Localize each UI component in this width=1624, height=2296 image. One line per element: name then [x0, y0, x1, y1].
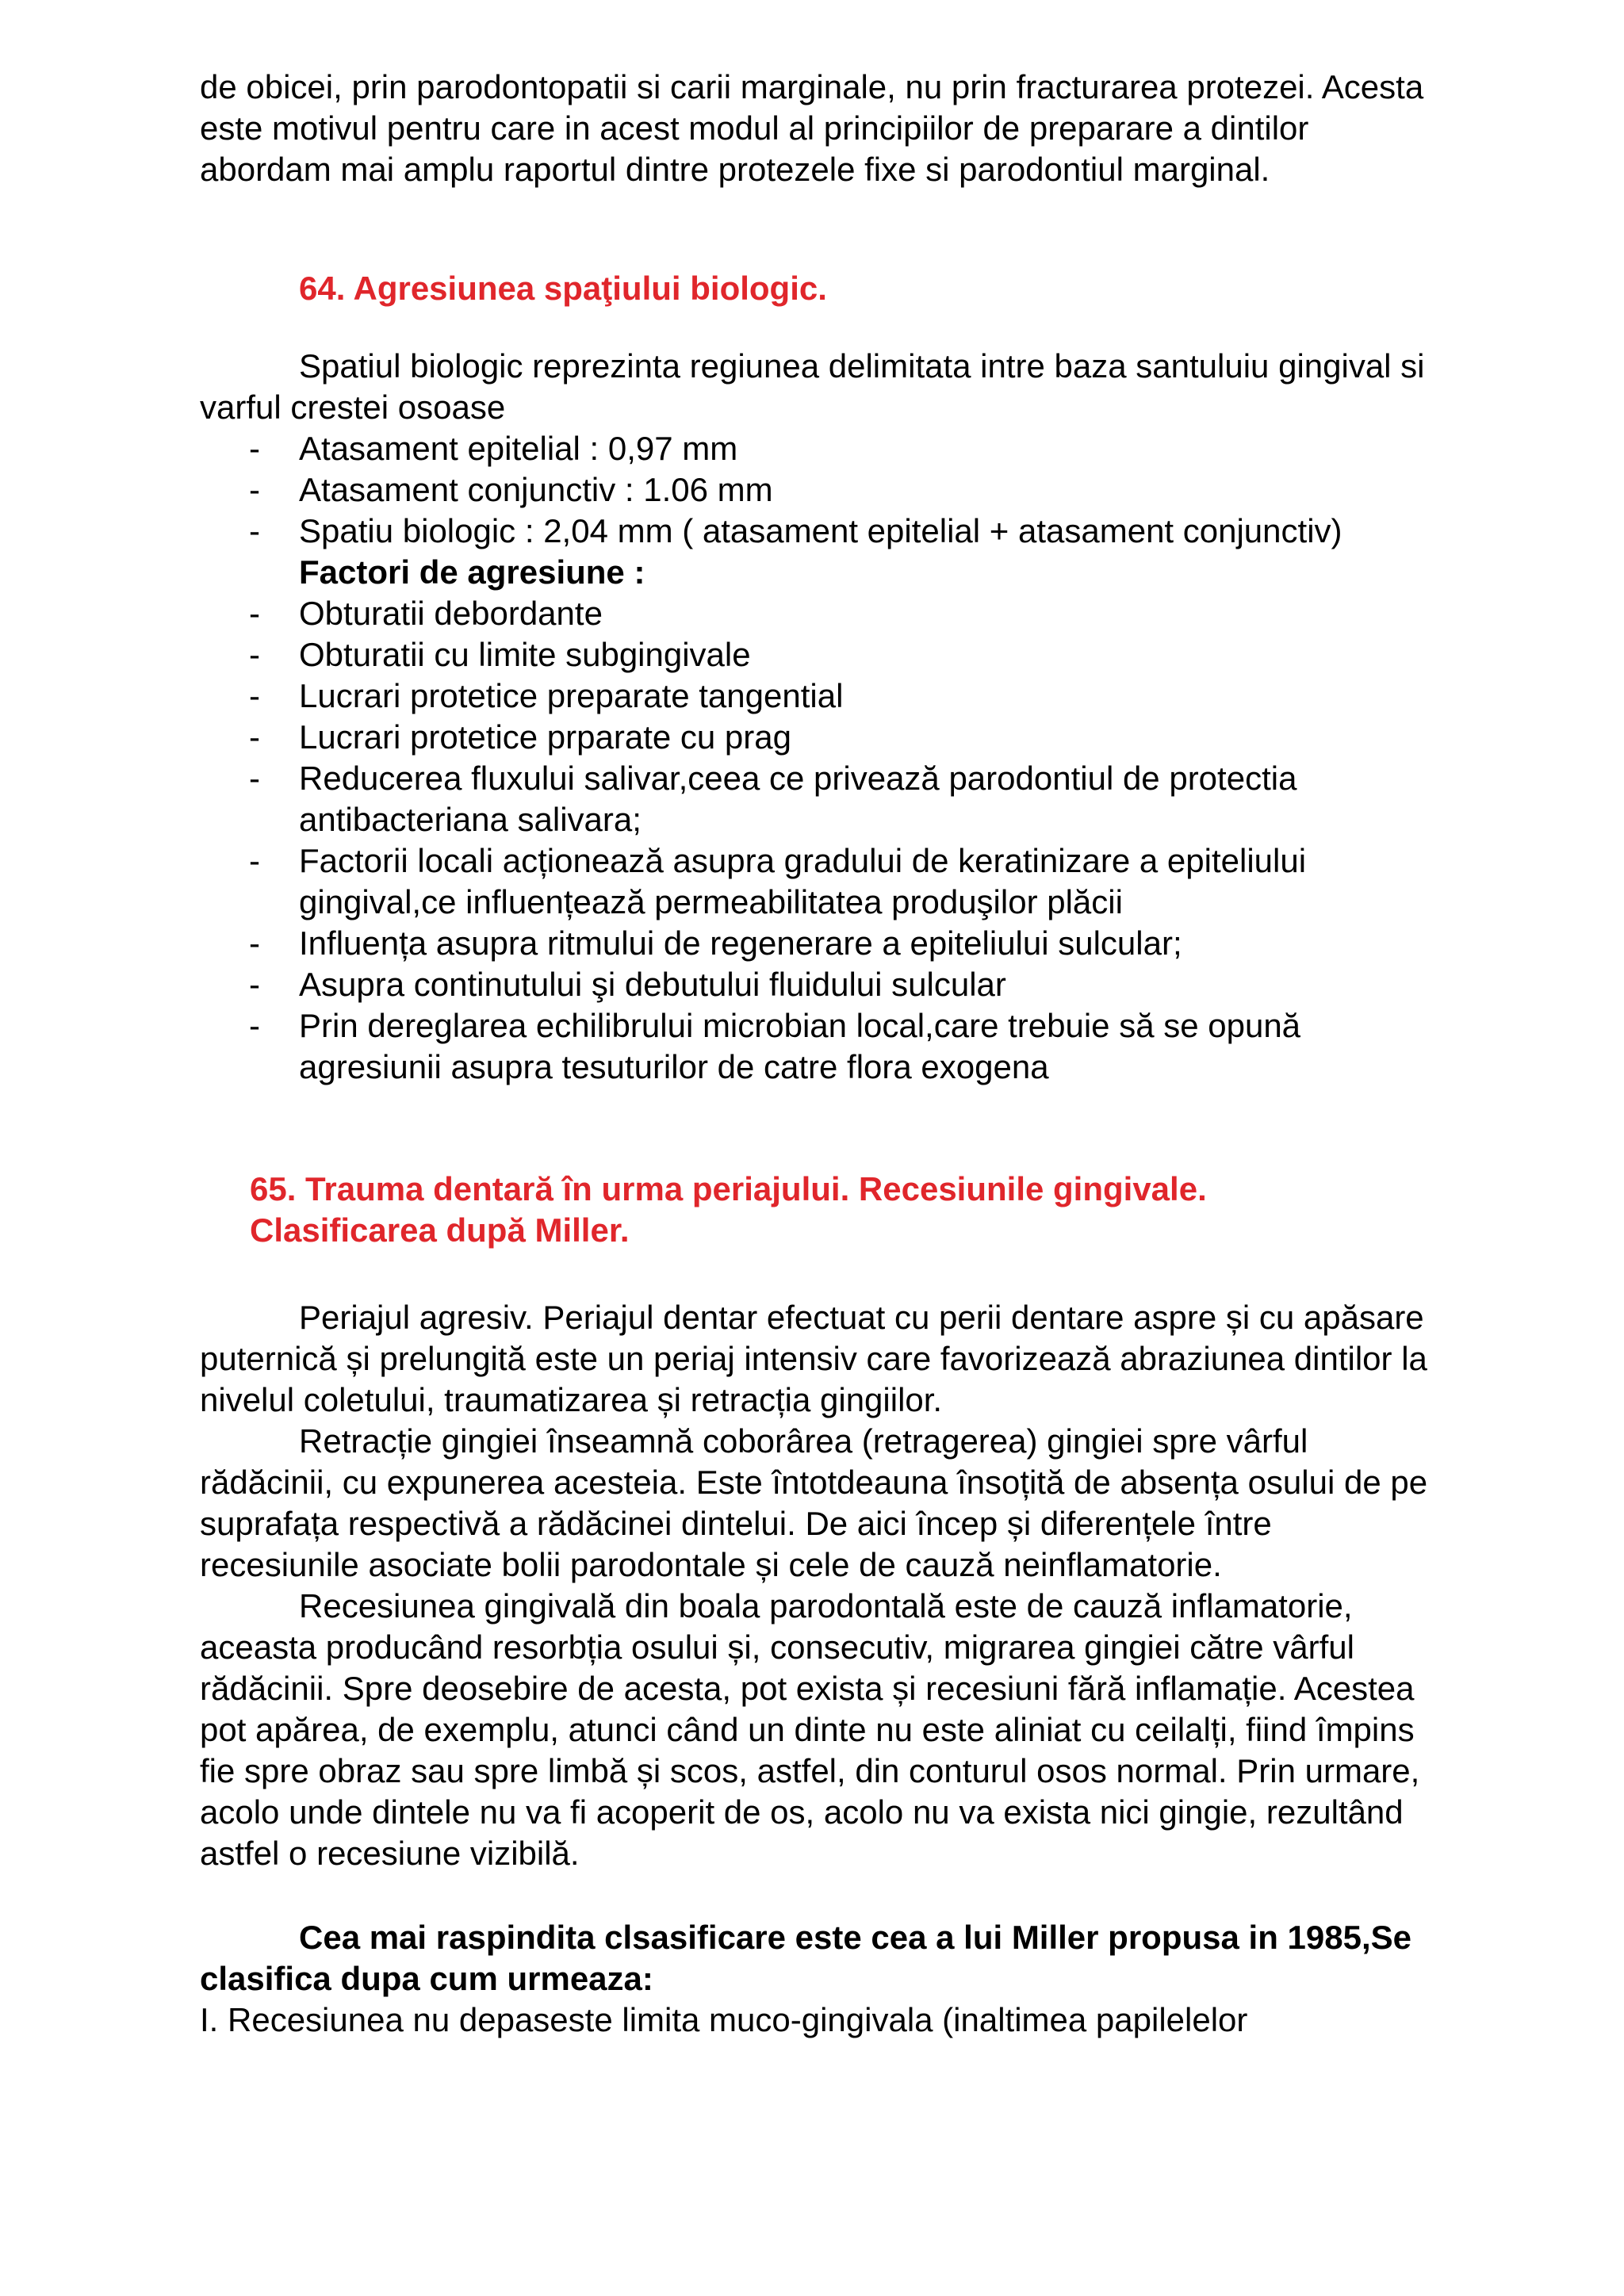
miller-classification-intro: Cea mai raspindita clsasificare este cea a lui Miller propusa in 1985,Se clasifica dupa cum urmeaza:	[200, 1919, 1412, 1997]
list-item	[200, 964, 1437, 1005]
dash-bullet: -	[249, 636, 260, 673]
aggressive-brushing-paragraph: Periajul agresiv. Periajul dentar efectuat cu perii dentare aspre și cu apăsare puternică și prelungită este un periaj intensiv care favorizează abraziunea dintilor la nivelul coletului, traumatizarea și retracția gingiilor.	[200, 1299, 1427, 1418]
gingival-recession-paragraph: Recesiunea gingivală din boala parodontală este de cauză inflamatorie, aceasta producând resorbția osului și, consecutiv, migrarea gingiei către vârful rădăcinii. Spre deosebire de acesta, pot exista și recesiuni fără inflamație. Acestea pot apărea, de exemplu, atunci când un dinte nu este aliniat cu ceilalți, fiind împins fie spre obraz sau spre limbă și scos, astfel, din conturul osos normal. Prin urmare, acolo unde dintele nu va fi acoperit de os, acolo nu va exista nici gingie, rezultând astfel o recesiune vizibilă.	[200, 1587, 1420, 1872]
document-page	[200, 67, 1437, 2041]
dash-bullet: -	[249, 924, 260, 962]
gum-retraction-paragraph: Retracție gingiei înseamnă coborârea (retragerea) gingiei spre vârful rădăcinii, cu expunerea acesteia. Este întotdeauna însoțită de absența osului de pe suprafața respectivă a rădăcinei dintelui. De aici încep și diferențele între recesiunile asociate bolii parodontale și cele de cauză neinflamatorie.	[200, 1422, 1428, 1583]
dash-bullet: -	[249, 842, 260, 879]
list-item-text: Prin dereglarea echilibrului microbian local,care trebuie să se opună agresiunii asupra tesuturilor de catre flora exogena	[299, 1007, 1301, 1085]
miller-class-one: I. Recesiunea nu depaseste limita muco-gingivala (inaltimea papilelelor	[200, 2001, 1248, 2038]
dash-bullet: -	[249, 512, 260, 549]
dash-bullet: -	[249, 760, 260, 797]
list-item	[200, 511, 1437, 552]
list-item-text: Influența asupra ritmului de regenerare a epiteliului sulcular;	[299, 924, 1182, 962]
list-item	[200, 758, 1437, 840]
list-item-text: Obturatii cu limite subgingivale	[299, 636, 751, 673]
intro-paragraph: de obicei, prin parodontopatii si carii marginale, nu prin fracturarea protezei. Acesta este motivul pentru care in acest modul al principiilor de preparare a dintilor abordam mai amplu raportul dintre protezele fixe si parodontiul marginal.	[200, 68, 1424, 188]
dash-bullet: -	[249, 718, 260, 756]
dash-bullet: -	[249, 966, 260, 1003]
list-item	[200, 675, 1437, 717]
list-item-text: Lucrari protetice preparate tangential	[299, 677, 844, 714]
list-item	[200, 428, 1437, 469]
section-65-heading-line-1: 65. Trauma dentară în urma periajului. Recesiunile gingivale.	[250, 1170, 1207, 1207]
measures-list	[200, 428, 1437, 552]
list-item-text: Obturatii debordante	[299, 595, 603, 632]
list-item	[200, 923, 1437, 964]
list-item-text: Atasament epitelial : 0,97 mm	[299, 430, 738, 467]
dash-bullet: -	[249, 471, 260, 508]
dash-bullet: -	[249, 1007, 260, 1044]
list-item	[200, 1005, 1437, 1088]
section-65-heading	[250, 1169, 1437, 1251]
list-item-text: Lucrari protetice prparate cu prag	[299, 718, 791, 756]
factors-title: Factori de agresiune :	[299, 553, 645, 591]
list-item-text: Factorii locali acționează asupra gradului de keratinizare a epiteliului gingival,ce influențează permeabilitatea produşilor plăcii	[299, 842, 1307, 920]
section-64-heading: 64. Agresiunea spaţiului biologic.	[299, 270, 827, 307]
dash-bullet: -	[249, 430, 260, 467]
dash-bullet: -	[249, 595, 260, 632]
list-item-text: Asupra continutului şi debutului fluidului sulcular	[299, 966, 1006, 1003]
list-item	[200, 840, 1437, 923]
dash-bullet: -	[249, 677, 260, 714]
list-item	[200, 469, 1437, 511]
list-item-text: Atasament conjunctiv : 1.06 mm	[299, 471, 773, 508]
section-65-heading-line-2: Clasificarea după Miller.	[250, 1211, 630, 1249]
list-item	[200, 593, 1437, 634]
list-item	[200, 717, 1437, 758]
biological-space-paragraph: Spatiul biologic reprezinta regiunea delimitata intre baza santuluiu gingival si varful crestei osoase	[200, 347, 1425, 426]
list-item-text: Reducerea fluxului salivar,ceea ce privează parodontiul de protectia antibacteriana salivara;	[299, 760, 1297, 838]
list-item	[200, 634, 1437, 675]
factors-list	[200, 593, 1437, 1088]
list-item-text: Spatiu biologic : 2,04 mm ( atasament epitelial + atasament conjunctiv)	[299, 512, 1342, 549]
